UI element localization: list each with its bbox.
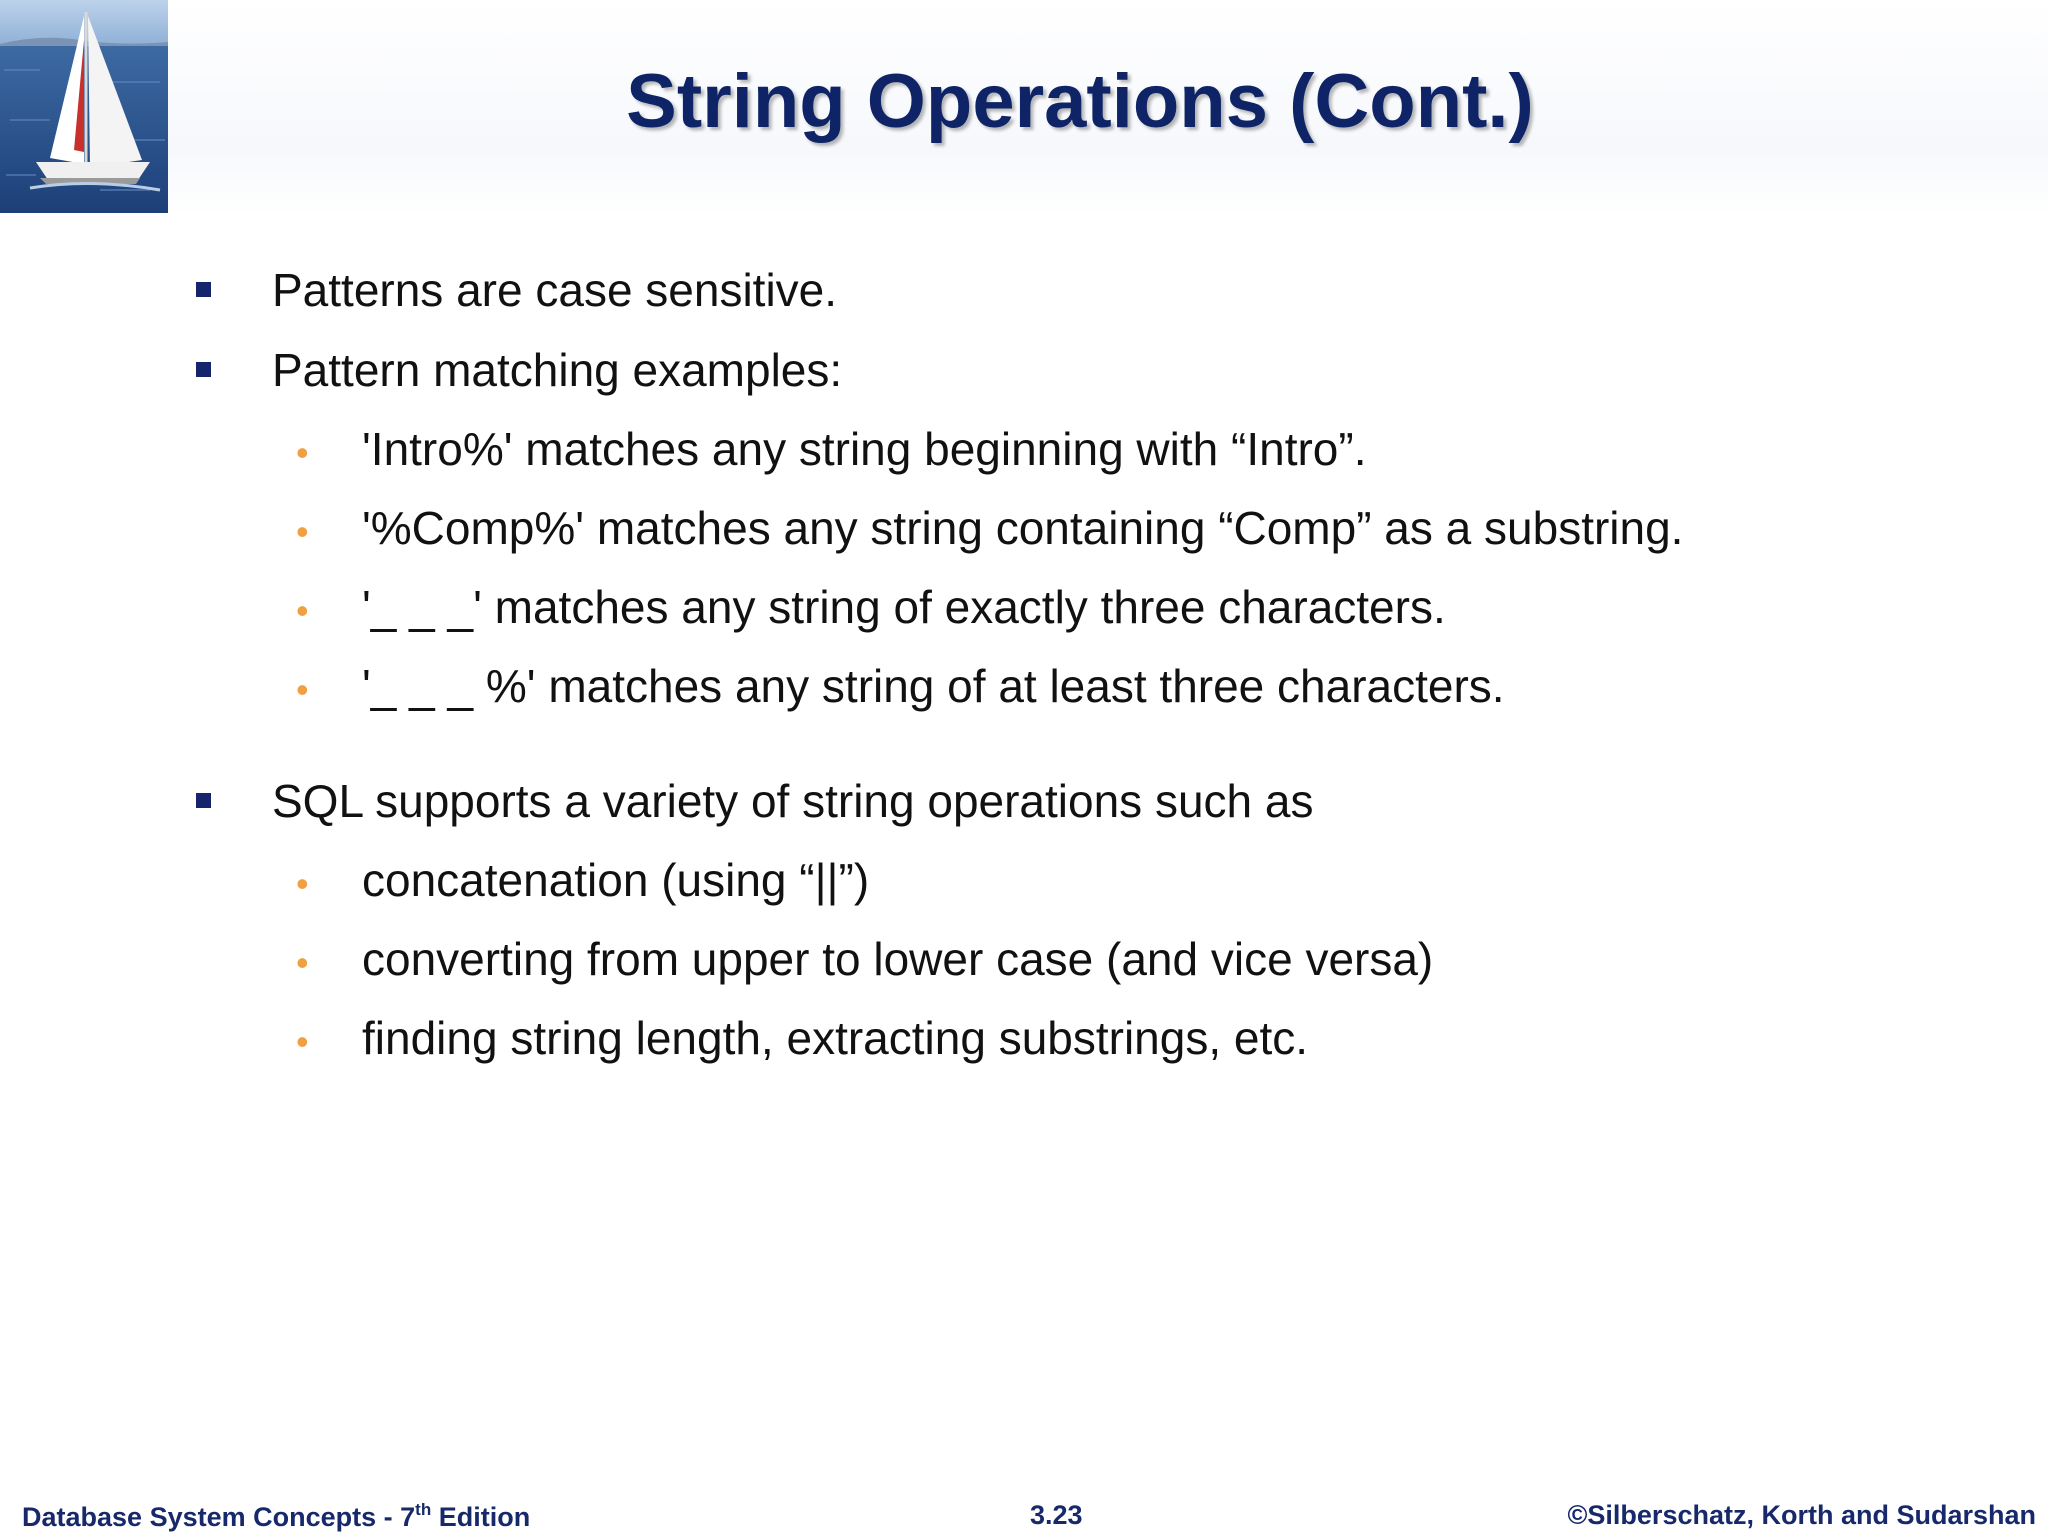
sub-bullet-text: 'Intro%' matches any string beginning with “Intro”. xyxy=(362,423,1367,475)
dot-bullet-icon: • xyxy=(296,511,309,552)
square-bullet-icon xyxy=(196,793,211,808)
sub-bullet-text: finding string length, extracting substrings, etc. xyxy=(362,1012,1309,1064)
dot-bullet-icon: • xyxy=(296,942,309,983)
sub-bullet-string-length xyxy=(296,1012,1308,1064)
bullet-text: SQL supports a variety of string operations such as xyxy=(272,775,1314,827)
dot-bullet-icon: • xyxy=(296,1021,309,1062)
sub-bullet-at-least-three xyxy=(296,660,1505,712)
sailboat-icon xyxy=(0,0,168,213)
bullet-text: Pattern matching examples: xyxy=(272,344,843,396)
footer-edition-superscript: th xyxy=(415,1500,432,1519)
dot-bullet-icon: • xyxy=(296,432,309,473)
dot-bullet-icon: • xyxy=(296,863,309,904)
footer-book-title-suffix: Edition xyxy=(431,1502,531,1532)
footer-copyright: ©Silberschatz, Korth and Sudarshan xyxy=(1567,1500,2036,1530)
footer-book-title-prefix: Database System Concepts - 7 xyxy=(22,1502,416,1532)
sub-bullet-case-conversion xyxy=(296,933,1433,985)
bullet-pattern-examples xyxy=(196,344,842,396)
dot-bullet-icon: • xyxy=(296,590,309,631)
sub-bullet-concatenation xyxy=(296,854,869,906)
dot-bullet-icon: • xyxy=(296,669,309,710)
square-bullet-icon xyxy=(196,282,211,297)
sub-bullet-intro xyxy=(296,423,1366,475)
footer-book-title xyxy=(22,1500,530,1536)
sub-bullet-text: converting from upper to lower case (and vice versa) xyxy=(362,933,1434,985)
sub-bullet-text: '%Comp%' matches any string containing “Comp” as a substring. xyxy=(362,502,1684,554)
bullet-text: Patterns are case sensitive. xyxy=(272,264,838,316)
sub-bullet-comp xyxy=(296,502,1683,554)
sub-bullet-text: concatenation (using “||”) xyxy=(362,854,870,906)
footer-slide-number: 3.23 xyxy=(1030,1500,1083,1530)
square-bullet-icon xyxy=(196,362,211,377)
bullet-sql-operations xyxy=(196,775,1314,827)
sub-bullet-text: '_ _ _' matches any string of exactly three characters. xyxy=(362,581,1446,633)
sub-bullet-three-chars xyxy=(296,581,1446,633)
sub-bullet-text: '_ _ _ %' matches any string of at least three characters. xyxy=(362,660,1505,712)
bullet-case-sensitive xyxy=(196,264,837,316)
slide-title: String Operations (Cont.) xyxy=(626,59,1534,144)
